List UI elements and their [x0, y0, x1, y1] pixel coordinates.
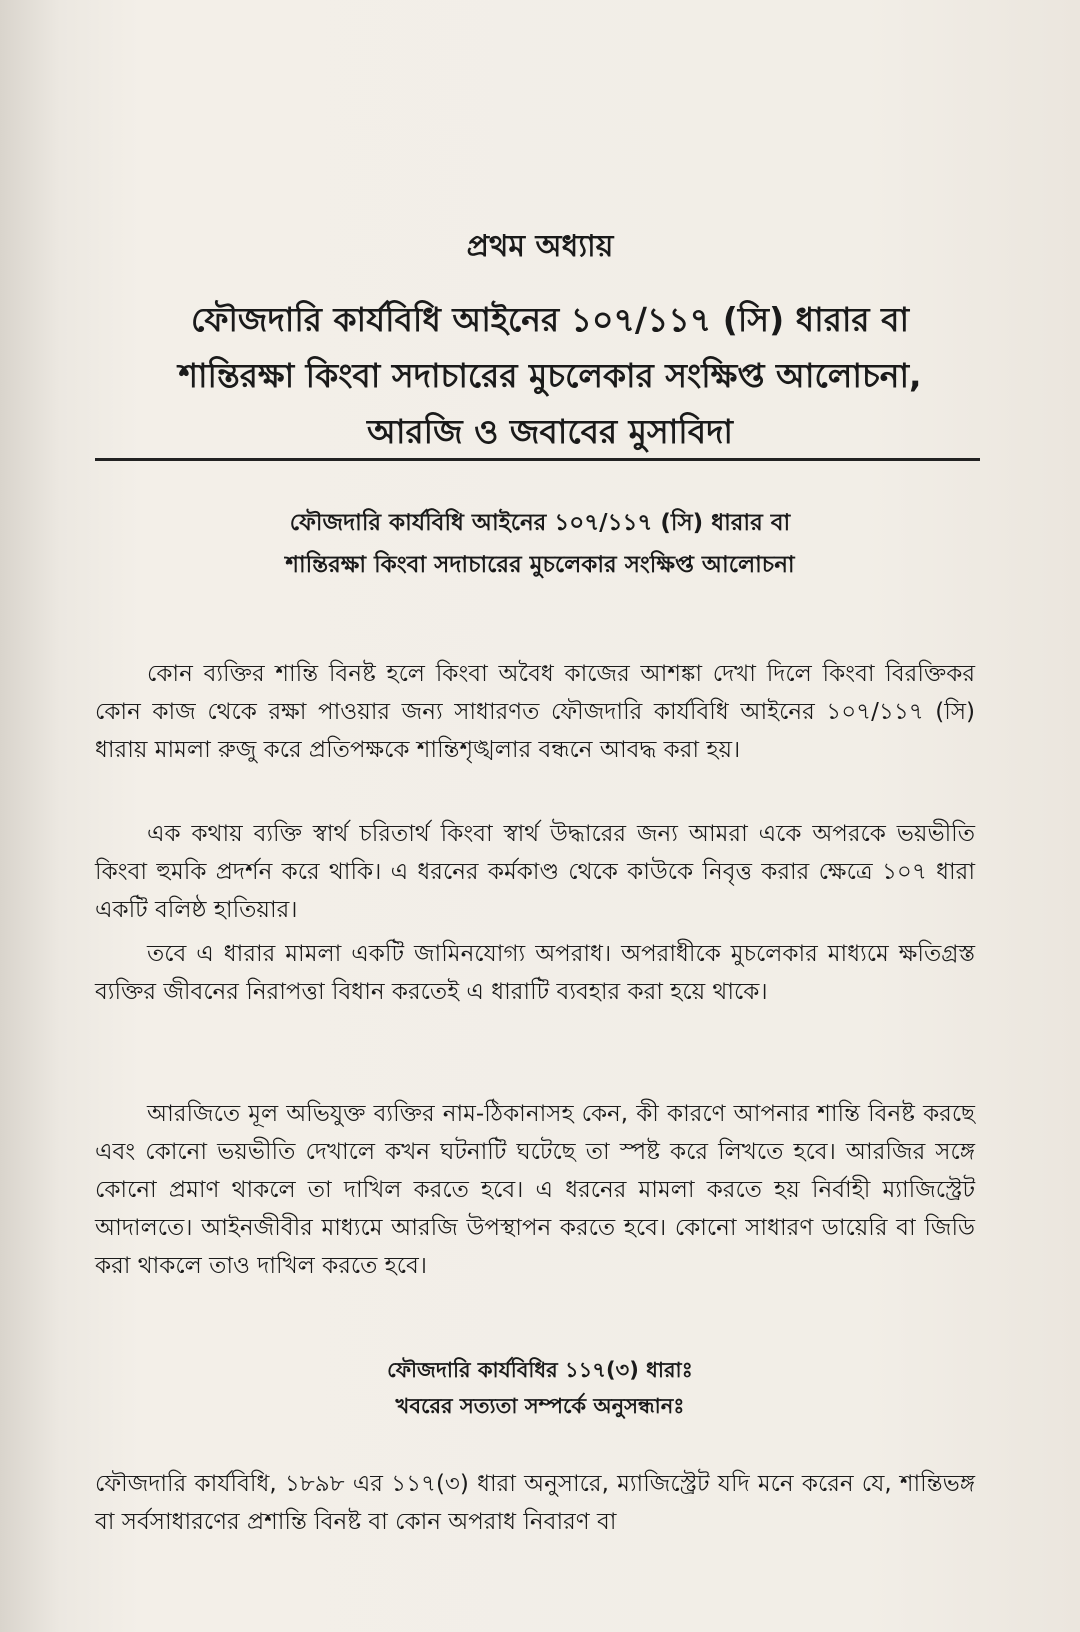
body-paragraph: তবে এ ধারার মামলা একটি জামিনযোগ্য অপরাধ। অপরাধীকে মুচলেকার মাধ্যমে ক্ষতিগ্রস্ত ব্যক্তির জীবনের নিরাপত্তা বিধান করতেই এ ধারাটি ব্যবহার করা হয়ে থাকে। — [95, 941, 975, 1005]
chapter-heading: প্রথম অধ্যায় — [466, 229, 614, 264]
section-subtitle — [170, 502, 910, 586]
body-paragraph: কোন ব্যক্তির শান্তি বিনষ্ট হলে কিংবা অবৈধ কাজের আশঙ্কা দেখা দিলে কিংবা বিরক্তিকর কোন কাজ থেকে রক্ষা পাওয়ার জন্য সাধারণত ফৌজদারি কার্যবিধি আইনের ১০৭/১১৭ (সি) ধারায় মামলা রুজু করে প্রতিপক্ষকে শান্তিশৃঙ্খলার বন্ধনে আবদ্ধ করা হয়। — [95, 661, 975, 763]
body-paragraph-final: ফৌজদারি কার্যবিধি, ১৮৯৮ এর ১১৭(৩) ধারা অনুসারে, ম্যাজিস্ট্রেট যদি মনে করেন যে, শান্তিভঙ্গ বা সর্বসাধারণের প্রশান্তি বিনষ্ট বা কোন অপরাধ নিবারণ বা — [95, 1471, 975, 1535]
section-heading — [0, 1352, 1080, 1424]
chapter-title — [110, 292, 990, 460]
section-subtitle-line: শান্তিরক্ষা কিংবা সদাচারের মুচলেকার সংক্ষিপ্ত আলোচনা — [285, 552, 795, 578]
chapter-title-line: ফৌজদারি কার্যবিধি আইনের ১০৭/১১৭ (সি) ধারার বা — [190, 300, 910, 339]
body-paragraph: আরজিতে মূল অভিযুক্ত ব্যক্তির নাম-ঠিকানাসহ কেন, কী কারণে আপনার শান্তি বিনষ্ট করছে এবং কোনো ভয়ভীতি দেখালে কখন ঘটনাটি ঘটেছে তা স্পষ্ট করে লিখতে হবে। আরজির সঙ্গে কোনো প্রমাণ থাকলে তা দাখিল করতে হবে। এ ধরনের মামলা করতে হয় নির্বাহী ম্যাজিস্ট্রেট আদালতে। আইনজীবীর মাধ্যমে আরজি উপস্থাপন করতে হবে। কোনো সাধারণ ডায়েরি বা জিডি করা থাকলে তাও দাখিল করতে হবে। — [95, 1101, 975, 1279]
title-divider — [95, 458, 980, 461]
body-paragraph: এক কথায় ব্যক্তি স্বার্থ চরিতার্থ কিংবা স্বার্থ উদ্ধারের জন্য আমরা একে অপরকে ভয়ভীতি কিংবা হুমকি প্রদর্শন করে থাকি। এ ধরনের কর্মকাণ্ড থেকে কাউকে নিবৃত্ত করার ক্ষেত্রে ১০৭ ধারা একটি বলিষ্ঠ হাতিয়ার। — [95, 821, 975, 923]
section-heading-line: ফৌজদারি কার্যবিধির ১১৭(৩) ধারাঃ — [387, 1358, 693, 1382]
section-heading-line: খবরের সত্যতা সম্পর্কে অনুসন্ধানঃ — [395, 1394, 685, 1418]
chapter-title-line: আরজি ও জবাবের মুসাবিদা — [366, 412, 733, 451]
chapter-title-line: শান্তিরক্ষা কিংবা সদাচারের মুচলেকার সংক্ষিপ্ত আলোচনা, — [178, 356, 922, 395]
section-subtitle-line: ফৌজদারি কার্যবিধি আইনের ১০৭/১১৭ (সি) ধারার বা — [289, 510, 791, 536]
